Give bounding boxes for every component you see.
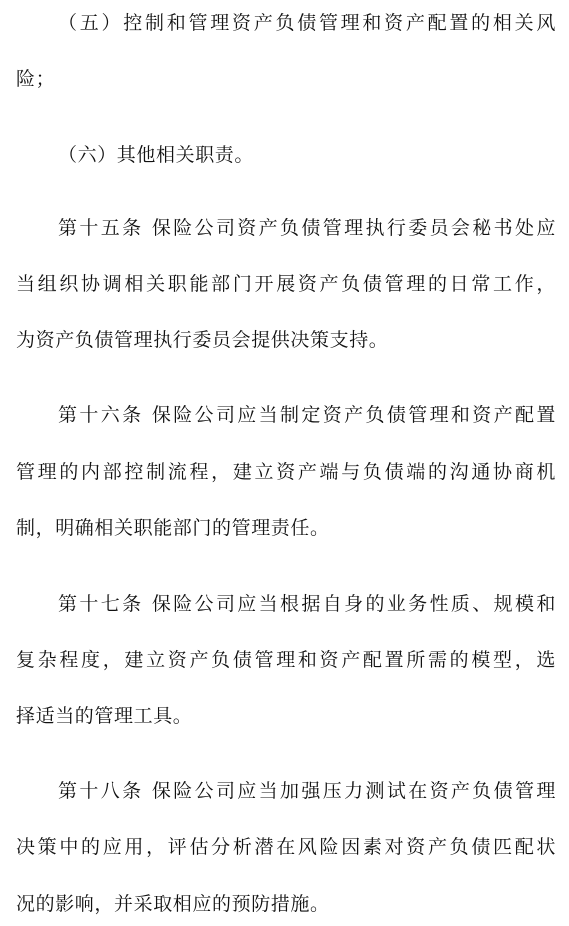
article-17-line-1: 第十七条 保险公司应当根据自身的业务性质、规模和 [58, 593, 556, 615]
article-17-line-3: 择适当的管理工具。 [16, 705, 193, 727]
article-15-line-1: 第十五条 保险公司资产负债管理执行委员会秘书处应 [58, 217, 556, 239]
item-5-line-1: （五）控制和管理资产负债管理和资产配置的相关风 [58, 12, 556, 34]
article-18-line-3: 况的影响，并采取相应的预防措施。 [16, 893, 330, 915]
article-15-line-3: 为资产负债管理执行委员会提供决策支持。 [16, 329, 389, 351]
item-5-line-2: 险； [16, 68, 56, 90]
article-15-line-2: 当组织协调相关职能部门开展资产负债管理的日常工作， [16, 273, 556, 295]
item-6-line-1: （六）其他相关职责。 [58, 144, 255, 166]
article-18-line-2: 决策中的应用，评估分析潜在风险因素对资产负债匹配状 [16, 836, 556, 858]
article-17-line-2: 复杂程度，建立资产负债管理和资产配置所需的模型，选 [16, 649, 556, 671]
article-18-line-1: 第十八条 保险公司应当加强压力测试在资产负债管理 [58, 780, 556, 802]
article-16-line-1: 第十六条 保险公司应当制定资产负债管理和资产配置 [58, 404, 556, 426]
article-16-line-2: 管理的内部控制流程，建立资产端与负债端的沟通协商机 [16, 461, 556, 483]
article-16-line-3: 制，明确相关职能部门的管理责任。 [16, 517, 330, 539]
